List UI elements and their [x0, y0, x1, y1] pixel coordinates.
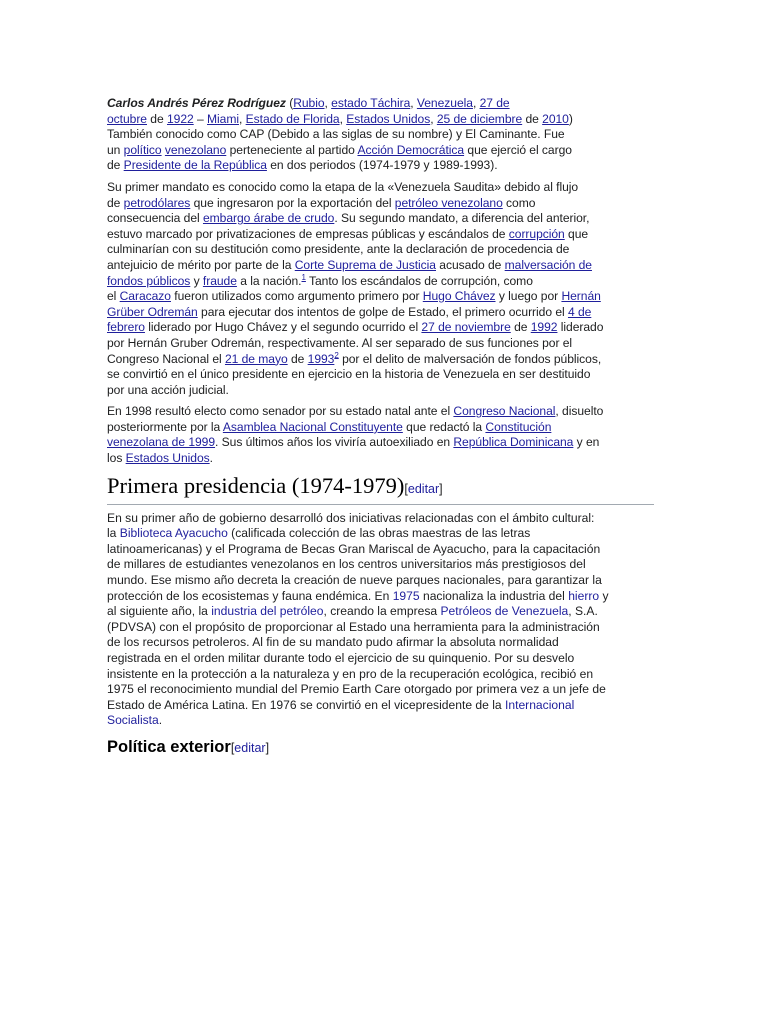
edit-button-2[interactable]: editar: [234, 740, 266, 755]
link-hernan[interactable]: Hernán: [561, 289, 601, 304]
link-constitucion[interactable]: Constitución: [485, 419, 552, 434]
link-27-de-octubre[interactable]: 27 de: [479, 96, 510, 110]
link-gruber-odreman[interactable]: Grüber Odremán: [107, 304, 198, 319]
first-presidency-paragraph: En su primer año de gobierno desarrolló dos iniciativas relacionadas con el ámbito cultural: la Biblioteca Ayacucho (calificada colección de las obras maestras de las letras latinoamericanas) y el Programa de Becas Gran Mariscal de Ayacucho, para la capacitación de millares de estudiantes venezolanos en los centros universitarios más prestigiosos del mundo. Ese mismo año decreta la creación de nueve parques nacionales, para garantizar la protección de los ecosistemas y fauna endémica. En 1975 nacionaliza la industria del hierro y al siguiente año, la industria del petróleo, creando la empresa Petróleos de Venezuela, S.A. (PDVSA) con el propósito de proporcionar al Estado una herramienta para la administración de los recursos petroleros. Al fin de su mandato pudo afirmar la absoluta normalidad registrada en el orden militar durante todo el ejercicio de su quinquenio. Por su desvelo insistente en la protección a la naturaleza y en pro de la recuperación ecológica, recibió en 1975 el reconocimiento mundial del Premio Earth Care otorgado por primera vez a un jefe de Estado de América Latina. En 1976 se convirtió en el vicepresidente de la Internacional Socialista.: [107, 510, 609, 728]
link-petroleos-de-venezuela[interactable]: Petróleos de Venezuela: [440, 604, 569, 619]
link-asamblea-nacional[interactable]: Asamblea Nacional Constituyente: [222, 419, 403, 434]
edit-link-section-2: [editar]: [230, 740, 270, 755]
link-estado-de-florida[interactable]: Estado de Florida: [245, 111, 340, 126]
footnote-1[interactable]: 1: [301, 272, 306, 282]
link-corte-suprema[interactable]: Corte Suprema de Justicia: [294, 257, 436, 272]
link-27-de-noviembre[interactable]: 27 de noviembre: [421, 320, 511, 335]
intro-line-5: de Presidente de la República en dos periodos (1974-1979 y 1989-1993).: [107, 158, 498, 173]
link-venezuela[interactable]: Venezuela: [416, 96, 473, 110]
intro-line-4: un político venezolano perteneciente al partido Acción Democrática que ejerció el cargo: [107, 142, 572, 157]
link-fraude[interactable]: fraude: [202, 273, 237, 288]
link-4-de[interactable]: 4 de: [567, 304, 592, 319]
link-21-de-mayo[interactable]: 21 de mayo: [224, 351, 288, 366]
link-petrodolares[interactable]: petrodólares: [123, 195, 191, 210]
link-1993[interactable]: 1993: [307, 351, 335, 366]
link-1975[interactable]: 1975: [392, 588, 420, 603]
link-congreso-nacional[interactable]: Congreso Nacional: [453, 404, 556, 419]
link-miami[interactable]: Miami: [207, 111, 239, 126]
section-heading-politica-exterior: Política exterior[editar]: [107, 737, 270, 756]
link-estados-unidos-2[interactable]: Estados Unidos: [125, 451, 210, 466]
link-rubio[interactable]: Rubio: [293, 96, 325, 110]
link-febrero[interactable]: febrero: [107, 320, 145, 335]
footnote-2[interactable]: 2: [334, 350, 339, 360]
subject-name: Carlos Andrés Pérez Rodríguez: [107, 96, 286, 110]
mandate-paragraph: Su primer mandato es conocido como la etapa de la «Venezuela Saudita» debido al flujo de petrodólares que ingresaron por la exportación del petróleo venezolano como consecuencia del embargo árabe de crudo. Su segundo mandato, a diferencia del anterior, estuvo marcado por privatizaciones de empresas públicas y escándalos de corrupción que culminarían con su destitución como presidente, ante la declaración de procedencia de antejuicio de mérito por parte de la Corte Suprema de Justicia acusado de malversación de fondos públicos y fraude a la nación.$^1$ Tanto los escándalos de corrupción, como el Caracazo fueron utilizados como argumento primero por Hugo Chávez y luego por Hernán Grüber Odremán para ejecutar dos intentos de golpe de Estado, el primero ocurrido el 4 de febrero liderado por Hugo Chávez y el segundo ocurrido el 27 de noviembre de 1992 liderado por Hernán Gruber Odremán, respectivamente. Al ser separado de sus funciones por el Congreso Nacional el 21 de mayo de 1993$^2$ por el delito de malversación de fondos públicos, se convirtió en el único presidente en ejercicio en la historia de Venezuela en ser destituido por una acción judicial.: [107, 179, 604, 397]
link-fondos-publicos[interactable]: fondos públicos: [107, 273, 191, 288]
link-malversacion[interactable]: malversación de: [504, 257, 592, 272]
link-1922[interactable]: 1922: [166, 111, 194, 126]
link-biblioteca-ayacucho[interactable]: Biblioteca Ayacucho: [119, 526, 228, 541]
article-body: [107, 96, 654, 758]
link-estado-tachira[interactable]: estado Táchira: [331, 96, 411, 110]
link-25-de-diciembre[interactable]: 25 de diciembre: [436, 111, 523, 126]
intro-line-1: Carlos Andrés Pérez Rodríguez (Rubio, estado Táchira, Venezuela, 27 de: [107, 96, 510, 110]
link-1992[interactable]: 1992: [530, 320, 558, 335]
link-estados-unidos[interactable]: Estados Unidos: [346, 111, 431, 126]
intro-paragraph: [107, 96, 654, 174]
link-accion-democratica[interactable]: Acción Democrática: [357, 142, 465, 157]
intro-line-2: octubre de 1922 – Miami, Estado de Florida, Estados Unidos, 25 de diciembre de 2010): [107, 111, 573, 126]
link-2010[interactable]: 2010: [542, 111, 569, 126]
link-presidente-de-la-republica[interactable]: Presidente de la República: [123, 158, 267, 173]
link-politico[interactable]: político: [123, 142, 162, 157]
link-venezolana-1999[interactable]: venezolana de 1999: [107, 435, 216, 450]
link-corrupcion[interactable]: corrupción: [508, 226, 565, 241]
link-hugo-chavez[interactable]: Hugo Chávez: [422, 289, 496, 304]
link-embargo-arabe[interactable]: embargo árabe de crudo: [202, 211, 335, 226]
edit-link-section-1: [editar]: [404, 481, 443, 496]
link-internacional[interactable]: Internacional: [505, 697, 575, 712]
edit-button[interactable]: editar: [407, 481, 440, 496]
link-industria-del-petroleo[interactable]: industria del petróleo: [211, 604, 324, 619]
link-republica-dominicana[interactable]: República Dominicana: [453, 435, 574, 450]
later-years-paragraph: En 1998 resultó electo como senador por su estado natal ante el Congreso Nacional, disuelto posteriormente por la Asamblea Nacional Constituyente que redactó la Constitución venezolana de 1999. Sus últimos años los viviría autoexiliado en República Dominicana y en los Estados Unidos.: [107, 404, 604, 466]
section-heading-primera-presidencia: Primera presidencia (1974-1979)[editar]: [107, 473, 654, 505]
link-octubre[interactable]: octubre: [107, 111, 147, 126]
link-hierro[interactable]: hierro: [568, 588, 600, 603]
link-caracazo[interactable]: Caracazo: [119, 289, 171, 304]
link-petroleo-venezolano[interactable]: petróleo venezolano: [394, 195, 503, 210]
link-venezolano[interactable]: venezolano: [164, 142, 227, 157]
intro-line-3: También conocido como CAP (Debido a las siglas de su nombre) y El Caminante. Fue: [107, 127, 565, 142]
link-socialista[interactable]: Socialista: [107, 713, 159, 728]
